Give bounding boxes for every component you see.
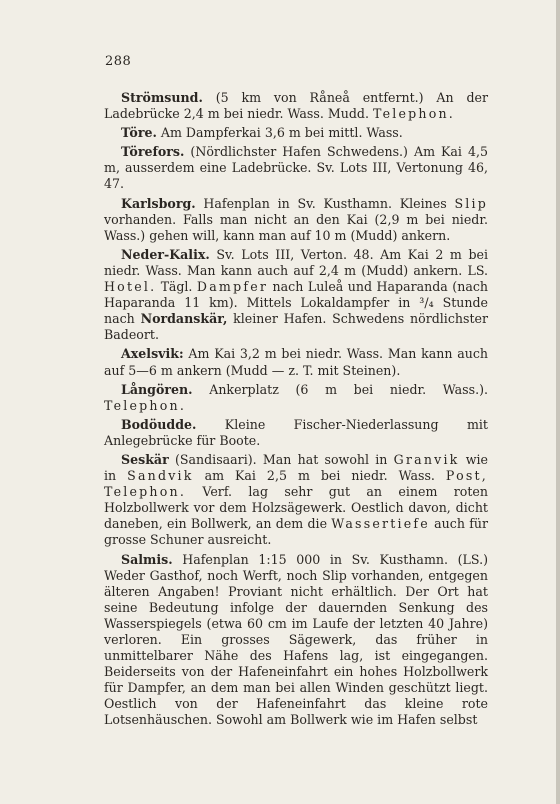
entry-heading: Axelsvik: xyxy=(121,346,184,362)
entry-heading: Bodöudde. xyxy=(121,416,197,432)
entry-text: am Kai 2,5 m bei niedr. Wass. xyxy=(193,468,446,484)
entry-text: Kleine Fischer-Niederlassung mit Anlegebrücke für Boote. xyxy=(104,416,488,448)
harbor-entry xyxy=(104,247,488,344)
spaced-emphasis: Dampfer xyxy=(196,279,269,295)
harbor-entry xyxy=(104,452,488,549)
harbor-entry xyxy=(104,552,488,729)
entry-text: Sv. Lots III, Verton. 48. Am Kai 2 m bei niedr. Wass. Man kann auch auf 2,4 m (Mudd) ankern. LS. xyxy=(104,246,488,278)
entry-text: Hafenplan in Sv. Kusthamn. Kleines xyxy=(195,195,455,211)
spaced-emphasis: Sandvik xyxy=(127,468,194,484)
entry-heading: Seskär xyxy=(121,451,169,467)
entry-heading: Långören. xyxy=(121,381,193,397)
bold-place-name: Nordanskär, xyxy=(140,311,228,327)
spaced-emphasis: Wassertiefe xyxy=(331,516,430,532)
spaced-emphasis: Telephon. xyxy=(104,397,187,413)
harbor-entry xyxy=(104,417,488,449)
entry-text: Tägl. xyxy=(156,279,197,295)
harbor-entry xyxy=(104,144,488,192)
entry-text: (5 km von Råneå entfernt.) An der Ladebrücke 2,4 m bei niedr. Wass. Mudd. xyxy=(104,90,488,122)
entry-text: wie in xyxy=(104,451,489,484)
entry-text: Am Kai 3,2 m bei niedr. Wass. Man kann auch auf 5—6 m ankern (Mudd — z. T. mit Steinen). xyxy=(104,346,488,378)
entry-text: kleiner Hafen. Schwedens nördlichster Badeort. xyxy=(104,311,489,343)
entry-heading: Törefors. xyxy=(121,144,185,160)
entry-text: Ankerplatz (6 m bei niedr. Wass.). xyxy=(192,381,488,397)
harbor-entry xyxy=(104,125,488,141)
harbor-entry xyxy=(104,196,488,244)
page-body xyxy=(104,90,488,732)
entry-heading: Strömsund. xyxy=(121,90,203,105)
entry-text: auch für grosse Schuner ausreicht. xyxy=(104,516,488,548)
entry-heading: Neder-Kalix. xyxy=(121,246,210,262)
entry-heading: Salmis. xyxy=(121,551,173,567)
entry-text: vorhanden. Falls man nicht an den Kai (2,9 m bei niedr. Wass.) gehen will, kann man auf 10 m (Mudd) ankern. xyxy=(104,211,488,243)
entry-text: Hafenplan 1:15 000 in Sv. Kusthamn. (LS.) Weder Gasthof, noch Werft, noch Slip vorhanden, entgegen älteren Angaben! Proviant nicht erhältlich. Der Ort hat seine Bedeutung infolge der dauernden Senkung des Wasserspiegels (etwa 60 cm im Laufe der letzten 40 Jahre) verloren. Ein grosses Sägewerk, das früher in unmittelbarer Nähe des Hafens lag, ist eingegangen. Beiderseits von der Hafeneinfahrt ein hohes Holzbollwerk für Dampfer, an dem man bei allen Winden geschützt liegt. Oestlich von der Hafeneinfahrt das kleine rote Lotsenhäuschen. Sowohl am Bollwerk wie im Hafen selbst xyxy=(104,551,488,728)
entry-text: (Nördlichster Hafen Schwedens.) Am Kai 4,5 m, ausserdem eine Ladebrücke. Sv. Lots III, Vertonung 46, 47. xyxy=(104,144,488,192)
spaced-emphasis: Telephon. xyxy=(372,106,455,122)
entry-text: nach Luleå und Haparanda (nach Haparanda 11 km). Mittels Lokaldampfer in ³/₄ Stunde nach xyxy=(104,279,488,327)
spaced-emphasis: Slip xyxy=(454,195,488,211)
harbor-entry xyxy=(104,382,488,414)
entry-text: (Sandisaari). Man hat sowohl in xyxy=(168,451,394,467)
spaced-emphasis: Hotel. xyxy=(104,279,157,295)
entry-text: Am Dampferkai 3,6 m bei mittl. Wass. xyxy=(156,125,403,141)
harbor-entry xyxy=(104,90,488,122)
entry-heading: Karlsborg. xyxy=(121,195,196,211)
entry-text: Verf. lag sehr gut an einem roten Holzbollwerk vor dem Holzsägewerk. Oestlich davon, dicht daneben, ein Bollwerk, an dem die xyxy=(104,484,488,532)
spaced-emphasis: Granvik xyxy=(393,451,460,467)
entry-heading: Töre. xyxy=(121,125,157,141)
spaced-emphasis: Post, Telephon. xyxy=(104,468,488,500)
page-number: 288 xyxy=(105,54,132,69)
harbor-entry xyxy=(104,346,488,378)
